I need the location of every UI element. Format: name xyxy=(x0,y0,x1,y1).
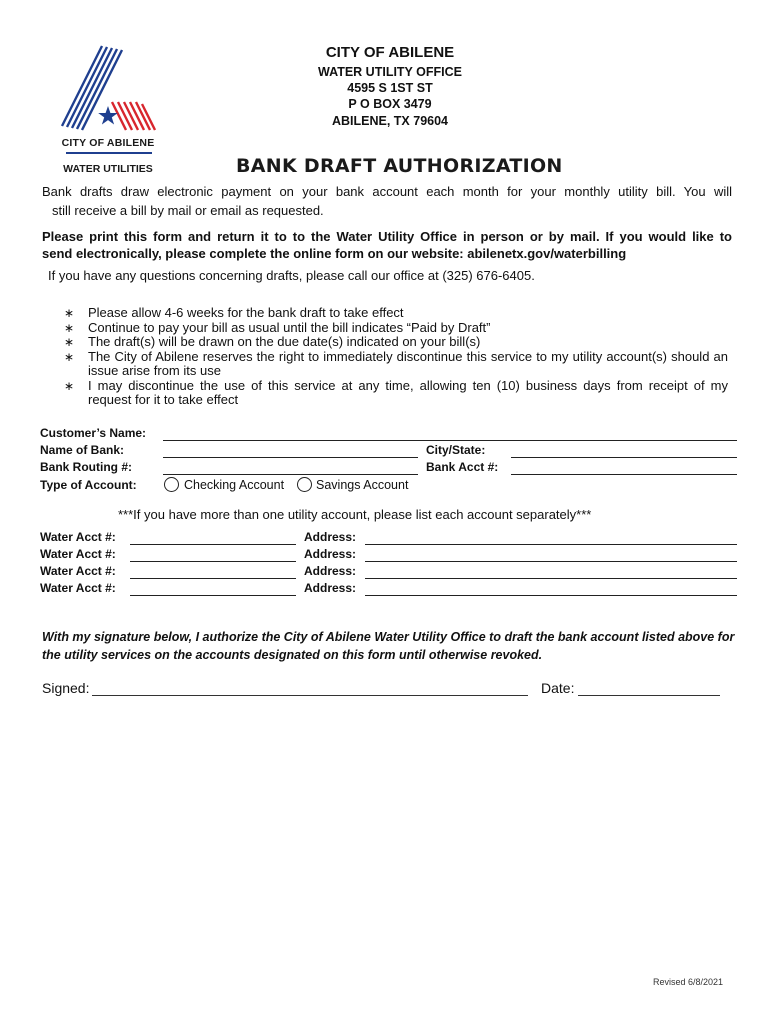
list-item: ∗ Continue to pay your bill as usual until the bill indicates “Paid by Draft” xyxy=(64,319,491,335)
page-title: BANK DRAFT AUTHORIZATION xyxy=(236,155,563,177)
intro-line-1: Bank drafts draw electronic payment on your bank account each month for your monthly utility bill. You will xyxy=(42,184,732,199)
address-field[interactable] xyxy=(365,561,737,562)
org-name: CITY OF ABILENE xyxy=(325,44,455,61)
address-field[interactable] xyxy=(365,578,737,579)
savings-account-label: Savings Account xyxy=(316,478,409,492)
address-field[interactable] xyxy=(365,595,737,596)
logo-divider xyxy=(66,152,152,154)
logo-dept-text: WATER UTILITIES xyxy=(63,163,153,175)
water-acct-label: Water Acct #: xyxy=(40,564,116,578)
multiple-accounts-note: ***If you have more than one utility account, please list each account separately*** xyxy=(118,507,592,522)
checking-account-label: Checking Account xyxy=(184,478,285,492)
signed-label: Signed: xyxy=(42,680,90,696)
bullet-star-icon: ∗ xyxy=(64,378,75,393)
checking-account-radio[interactable] xyxy=(164,477,179,492)
logo-city-text: CITY OF ABILENE xyxy=(61,137,155,149)
address-field[interactable] xyxy=(365,544,737,545)
address-label: Address: xyxy=(304,530,357,544)
intro-line-2: still receive a bill by mail or email as requested. xyxy=(52,203,324,218)
bullet-star-icon: ∗ xyxy=(64,335,75,349)
bank-routing-field[interactable] xyxy=(163,474,418,475)
customer-name-field[interactable] xyxy=(163,440,737,441)
revised-date: Revised 6/8/2021 xyxy=(653,977,724,987)
water-acct-field[interactable] xyxy=(130,595,296,596)
bullet-star-icon: ∗ xyxy=(64,320,75,335)
list-item: ∗ The draft(s) will be drawn on the due date(s) indicated on your bill(s) xyxy=(64,334,481,349)
logo-blue-stripes xyxy=(62,46,122,130)
water-acct-field[interactable] xyxy=(130,578,296,579)
customer-name-label: Customer’s Name: xyxy=(40,426,147,440)
water-acct-label: Water Acct #: xyxy=(40,547,116,561)
print-instructions-line-2: send electronically, please complete the online form on our website: abilenetx.gov/waterbilling xyxy=(42,246,627,261)
authorization-line-1: With my signature below, I authorize the City of Abilene Water Utility Office to draft the bank account listed above for xyxy=(42,630,735,644)
bank-routing-label: Bank Routing #: xyxy=(40,460,132,474)
list-item: ∗ Please allow 4-6 weeks for the bank draft to take effect xyxy=(64,305,404,320)
city-state-field[interactable] xyxy=(511,457,737,458)
authorization-line-2: the utility services on the accounts designated on this form until otherwise revoked. xyxy=(42,648,543,662)
water-acct-label: Water Acct #: xyxy=(40,530,116,544)
bank-acct-field[interactable] xyxy=(511,474,737,475)
water-acct-label: Water Acct #: xyxy=(40,581,116,595)
logo-red-stripes xyxy=(112,102,155,130)
street-address: 4595 S 1ST ST xyxy=(347,81,433,95)
address-label: Address: xyxy=(304,564,357,578)
date-field[interactable] xyxy=(578,695,720,696)
po-box: P O BOX 3479 xyxy=(348,97,432,111)
bullet-star-icon: ∗ xyxy=(64,306,75,320)
questions-text: If you have any questions concerning drafts, please call our office at (325) 676-6405. xyxy=(48,268,535,283)
water-acct-field[interactable] xyxy=(130,561,296,562)
savings-account-radio[interactable] xyxy=(297,477,312,492)
bullet-star-icon: ∗ xyxy=(64,349,75,364)
bank-name-label: Name of Bank: xyxy=(40,443,125,457)
address-label: Address: xyxy=(304,581,357,595)
city-state-zip: ABILENE, TX 79604 xyxy=(331,114,448,128)
list-item: ∗ I may discontinue the use of this service at any time, allowing ten (10) business days from receipt of my request for it to take effect xyxy=(64,377,728,407)
address-label: Address: xyxy=(304,547,357,561)
terms-list xyxy=(64,306,728,408)
city-logo xyxy=(52,42,164,180)
bank-acct-label: Bank Acct #: xyxy=(426,460,499,474)
city-state-label: City/State: xyxy=(426,443,486,457)
authorization-statement xyxy=(42,628,742,664)
date-label: Date: xyxy=(541,680,575,696)
water-acct-field[interactable] xyxy=(130,544,296,545)
list-item: ∗ The City of Abilene reserves the right to immediately discontinue this service to my utility account(s) should an issue arise from its use xyxy=(64,348,728,378)
account-type-label: Type of Account: xyxy=(40,478,137,492)
bank-name-field[interactable] xyxy=(163,457,418,458)
print-instructions-line-1: Please print this form and return it to to the Water Utility Office in person or by mail. If you would like to xyxy=(42,229,732,244)
office-name: WATER UTILITY OFFICE xyxy=(318,65,462,79)
signature-field[interactable] xyxy=(92,695,528,696)
